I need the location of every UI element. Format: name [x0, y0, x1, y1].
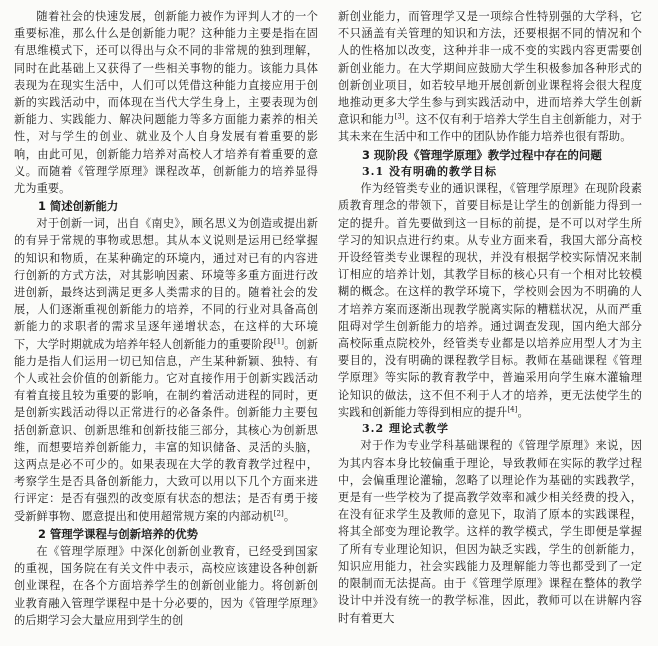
section-2-heading: 2 管理学课程与创新培养的优势 [38, 526, 198, 541]
section-2-paragraph: 在《管理学原理》中深化创新创业教育，已经受到国家的重视，国务院在有关文件中表示，高校应该建设各种创新创业课程，在各个方面培养学生的创新创业能力。将创新创业教育融入管理学课程中是十分必要的，因为《管理学原理》的后期学习会大量应用到学生的创 [14, 544, 318, 627]
section-3-2-heading: 3.2 理论式教学 [362, 421, 449, 435]
left-column [14, 8, 318, 629]
section-3-2-paragraph: 对于作为专业学科基础课程的《管理学原理》来说，因为其内容本身比较偏重于理论，导致教师在实际的教学过程中，会偏重理论灌输，忽略了以理论作为基础的实践教学，更是有一些学校为了提高教学效率和减少相关经费的投入，在没有征求学生及教师的意见下，取消了原本的实践课程，将其全部变为理论教学。这样的教学模式，学生即便是掌握了所有专业理论知识，但因为缺乏实践，学生的创新能力，知识应用能力，社会实践能力及理解能力等也都受到了一定的限制而无法提高。由于《管理学原理》课程在整体的教学设计中并没有统一的教学标准，因此，教师可以在讲解内容时有着更大 [338, 439, 642, 625]
section-3-heading: 3 现阶段《管理学原理》教学过程中存在的问题 [362, 147, 602, 162]
section-3-1-text: 作为经管类专业的通识课程，《管理学原理》在现阶段素质教育理念的带领下，首要目标是让学生的创新能力得到一定的提升。首先要做到这一目标的前提，是不可以对学生所学习的知识点进行约束。从专业方面来看，我国大部分高校开设经管类专业课程的现状，并没有根据学校实际情况来制订相应的培养计划，其教学目标的核心只有一个相对比较模糊的概念。在这样的教学环境下，学校则会因为不明确的人才培养方案而逐渐出现教学脱离实际的糟糕状况，从而严重阻碍对学生创新能力的培养。通过调查发现，国内绝大部分高校际重点院校外，经管类专业都是以培养应用型人才为主要目的，没有明确的课程教学目标。教师在基础课程《管理学原理》等实际的教育教学中，普遍采用向学生麻木灌输理论知识的做法，这不但不利于人才的培养，更无法使学生的实践和创新能力等得到相应的提升 [338, 182, 642, 419]
section-2-text-b: 。这不仅有利于培养大学生自主创新能力，对于其未来在生活中和工作中的团队协作能力培养也很有帮助。 [338, 113, 642, 144]
citation-4: [4] [507, 405, 518, 414]
section-3-1-paragraph: 作为经管类专业的通识课程，《管理学原理》在现阶段素质教育理念的带领下，首要目标是让学生的创新能力得到一定的提升。首先要做到这一目标的前提，是不可以对学生所学习的知识点进行约束。从专业方面来看，我国大部分高校开设经管类专业课程的现状，并没有根据学校实际情况来制订相应的培养计划，其教学目标的核心只有一个相对比较模糊的概念。在这样的教学环境下，学校则会因为不明确的人才培养方案而逐渐出现教学脱离实际的糟糕状况，从而严重阻碍对学生创新能力的培养。通过调查发现，国内绝大部分高校际重点院校外，经管类专业都是以培养应用型人才为主要目的，没有明确的课程教学目标。教师在基础课程《管理学原理》等实际的教育教学中，普遍采用向学生麻木灌输理论知识的做法，这不但不利于人才的培养，更无法使学生的实践和创新能力等得到相应的提升[4]。 [338, 182, 642, 419]
section-2-text-a: 新创业能力，而管理学又是一项综合性特别强的大学科，它不只涵盖有关管理的知识和方法，还要根据不同的情况和个人的性格加以改变，这种并非一成不变的实践内容更需要创新创业能力。在大学期间应鼓励大学生积极参加各种形式的创新创业项目，如若较早地开展创新创业课程将会很大程度地推动更多大学生参与到实践活动中，进而培养大学生创新意识和能力 [338, 10, 642, 127]
section-1-paragraph: 对于创新一词，出自《南史》，顾名思义为创造或提出新的有异于常规的事物或思想。其从本义说则是运用已经掌握的知识和物质，在某种确定的环境内，通过对已有的内容进行创新的方式方法，对其影响因素、环境等多重方面进行改进创新，最终达到满足更多人类需求的目的。随着社会的发展，人们逐渐重视创新能力的培养，不同的行业对具备高创新能力的求职者的需求呈逐年递增状态，在这样的大环境下，大学时期就成为培养年轻人创新能力的重要阶段[1]。创新能力是指人们运用一切已知信息，产生某种新颖、独特、有个人或社会价值的创新能力。它对直接作用于创新实践活动有着直接且较为重要的影响，在制约着活动进程的同时，更是创新实践活动得以正常进行的必备条件。创新能力主要包括创新意识、创新思维和创新技能三部分，其核心为创新思维，而想要培养创新能力，丰富的知识储备、灵活的头脑，这两点是必不可少的。如果表现在大学的教育教学过程中，考察学生是否具备创新能力，大致可以用以下几个方面来进行评定：是否有强烈的改变原有状态的想法；是否有勇于接受新鲜事物、愿意提出和使用超常规方案的内部动机[2]。 [14, 217, 318, 523]
citation-1: [1] [273, 336, 285, 345]
intro-paragraph: 随着社会的快速发展，创新能力被作为评判人才的一个重要标准，那么什么是创新能力呢？这种能力主要是指在固有思维模式下，还可以得出与众不同的非常规的独到理解，同时在此基础上又获得了一些相关事物的能力。该能力具体表现为在现实生活中，人们可以凭借这种能力直接应用于创新的实践活动中，而体现在当代大学生身上，主要表现为创新能力、实践能力、解决问题能力等多方面能力素养的相关性，对与学生的创业、就业及个人自身发展有着重要的影响，由此可见，创新能力培养对高校人才培养有着重要的意义。而随着《管理学原理》课程改革，创新能力的培养显得尤为重要。 [14, 10, 318, 196]
citation-3: [3] [394, 112, 405, 121]
right-column [338, 8, 642, 627]
section-1-text-a: 对于创新一词，出自《南史》，顾名思义为创造或提出新的有异于常规的事物或思想。其从本义说则是运用已经掌握的知识和物质，在某种确定的环境内，通过对已有的内容进行创新的方式方法，对其影响因素、环境等多重方面进行改进创新，最终达到满足更多人类需求的目的。随着社会的发展，人们逐渐重视创新能力的培养，不同的行业对具备高创新能力的求职者的需求呈逐年递增状态，在这样的大环境下，大学时期就成为培养年轻人创新能力的重要阶段 [14, 217, 318, 351]
section-1-heading: 1 简述创新能力 [38, 199, 119, 214]
citation-2: [2] [273, 508, 284, 517]
section-1-text-b: 。创新能力是指人们运用一切已知信息，产生某种新颖、独特、有个人或社会价值的创新能力。它对直接作用于创新实践活动有着直接且较为重要的影响，在制约着活动进程的同时，更是创新实践活动得以正常进行的必备条件。创新能力主要包括创新意识、创新思维和创新技能三部分，其核心为创新思维，而想要培养创新能力，丰富的知识储备、灵活的头脑，这两点是必不可少的。如果表现在大学的教育教学过程中，考察学生是否具备创新能力，大致可以用以下几个方面来进行评定：是否有强烈的改变原有状态的想法；是否有勇于接受新鲜事物、愿意提出和使用超常规方案的内部动机 [14, 337, 318, 523]
section-2-continued-paragraph [338, 8, 642, 146]
section-3-1-heading: 3.1 没有明确的教学目标 [362, 164, 497, 178]
